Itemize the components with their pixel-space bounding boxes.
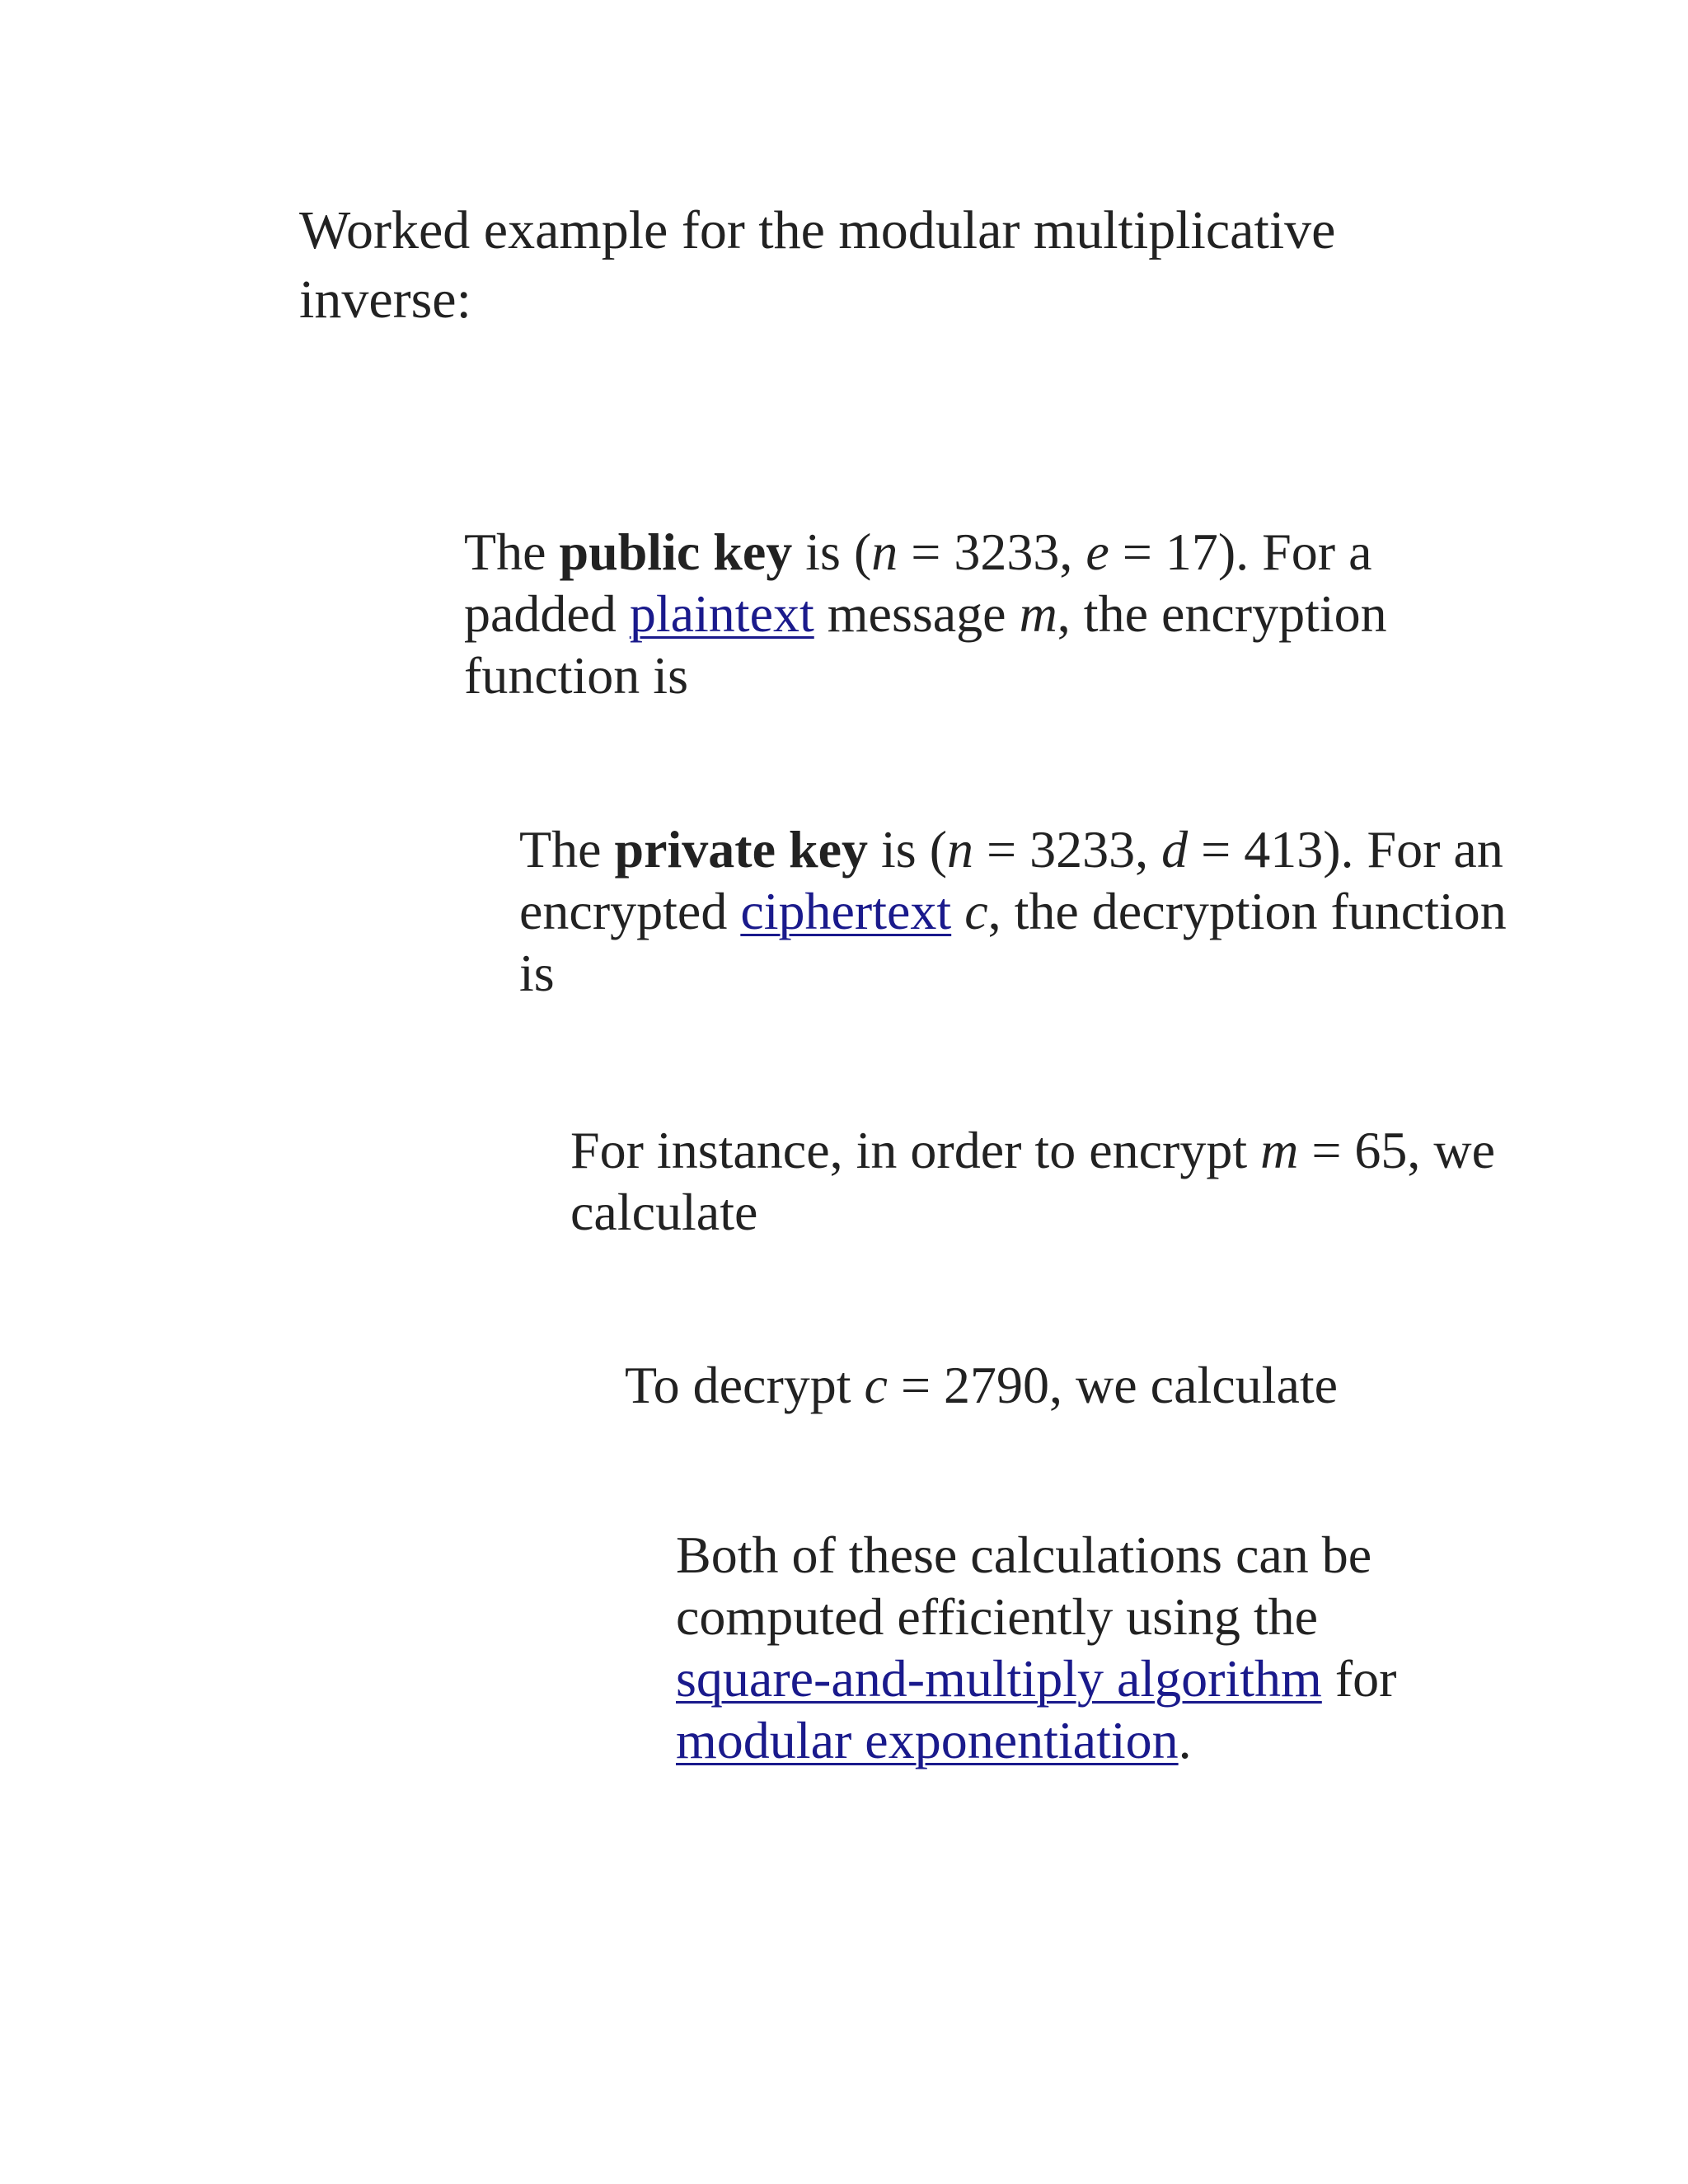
- text: = 2790, we calculate: [887, 1356, 1339, 1414]
- text: = 413). For an encrypted: [519, 820, 1503, 940]
- var-d: d: [1161, 820, 1189, 879]
- var-n: n: [947, 820, 973, 879]
- page-title: [299, 196, 1519, 335]
- text: = 3233,: [898, 523, 1086, 581]
- square-and-multiply-link[interactable]: square-and-multiply algorithm: [676, 1649, 1322, 1708]
- modular-exponentiation-link[interactable]: modular exponentiation: [676, 1711, 1179, 1769]
- public-key-term: public key: [559, 523, 793, 581]
- text: , the decryption function is: [519, 882, 1507, 1002]
- var-n: n: [871, 523, 898, 581]
- ciphertext-link[interactable]: ciphertext: [740, 882, 952, 940]
- text: for: [1321, 1649, 1397, 1708]
- efficiency-paragraph: [676, 1524, 1451, 1771]
- text: The: [464, 523, 560, 581]
- text: message: [814, 584, 1020, 643]
- title-text: Worked example for the modular multiplicative inverse:: [299, 200, 1336, 330]
- encrypt-example-paragraph: [570, 1119, 1510, 1243]
- var-c: c: [964, 882, 988, 940]
- text: = 3233,: [973, 820, 1162, 879]
- private-key-paragraph: [519, 818, 1541, 1004]
- text: , the encryption function is: [464, 584, 1387, 705]
- decrypt-example-paragraph: [625, 1354, 1531, 1416]
- text: is (: [792, 523, 872, 581]
- text: For instance, in order to encrypt: [570, 1121, 1261, 1179]
- text: The: [519, 820, 615, 879]
- public-key-paragraph: [464, 521, 1486, 706]
- text: is (: [868, 820, 947, 879]
- var-m: m: [1260, 1121, 1299, 1179]
- var-m: m: [1019, 584, 1057, 643]
- text: .: [1178, 1711, 1192, 1769]
- text: = 17). For a padded: [464, 523, 1372, 643]
- var-e: e: [1085, 523, 1109, 581]
- text: = 65, we calculate: [570, 1121, 1496, 1241]
- var-c: c: [864, 1356, 888, 1414]
- text: [951, 882, 964, 940]
- text: Both of these calculations can be computed efficiently using the: [676, 1526, 1372, 1646]
- private-key-term: private key: [614, 820, 868, 879]
- text: To decrypt: [625, 1356, 865, 1414]
- plaintext-link[interactable]: plaintext: [629, 584, 814, 643]
